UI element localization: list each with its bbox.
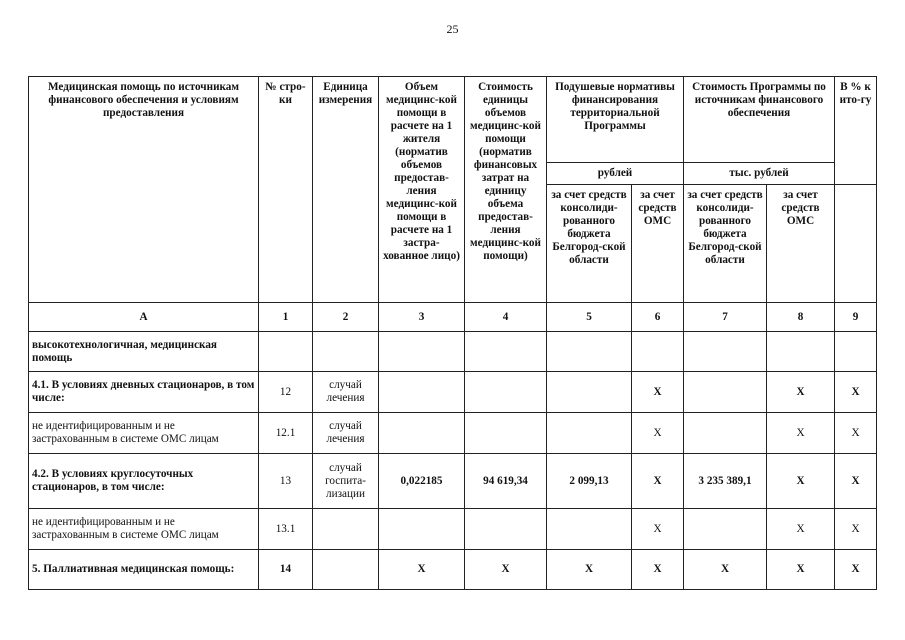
row-label: 4.2. В условиях круглосуточных стационаров, в том числе:	[29, 454, 259, 509]
table-row	[29, 550, 877, 590]
header-empty-percent	[835, 185, 877, 303]
row-number	[259, 332, 313, 372]
header-unit-thousand-rubles: тыс. рублей	[684, 163, 835, 185]
row-budget-cost: Х	[684, 550, 767, 590]
row-budget-cost	[684, 509, 767, 550]
row-oms-per-capita: Х	[632, 413, 684, 454]
index-cell: 3	[379, 303, 465, 332]
page-number: 25	[446, 22, 459, 36]
row-volume	[379, 413, 465, 454]
index-cell: 7	[684, 303, 767, 332]
table-row	[29, 332, 877, 372]
row-percent: Х	[835, 372, 877, 413]
header-col-row-number: № стро-ки	[259, 77, 313, 303]
row-oms-per-capita	[632, 332, 684, 372]
row-oms-cost: Х	[767, 413, 835, 454]
row-budget-per-capita: 2 099,13	[547, 454, 632, 509]
index-cell: 6	[632, 303, 684, 332]
table-row	[29, 372, 877, 413]
row-unit: случай госпита-лизации	[313, 454, 379, 509]
row-volume: Х	[379, 550, 465, 590]
index-cell: 5	[547, 303, 632, 332]
header-sub-budget-cost: за счет средств консолиди-рованного бюджета Белгород-ской области	[684, 185, 767, 303]
row-unit-cost	[465, 509, 547, 550]
row-budget-cost: 3 235 389,1	[684, 454, 767, 509]
row-oms-cost	[767, 332, 835, 372]
row-number: 12	[259, 372, 313, 413]
index-cell: 1	[259, 303, 313, 332]
row-volume: 0,022185	[379, 454, 465, 509]
row-percent	[835, 332, 877, 372]
row-number: 12.1	[259, 413, 313, 454]
row-volume	[379, 332, 465, 372]
row-label: 5. Паллиативная медицинская помощь:	[29, 550, 259, 590]
row-label: высокотехнологичная, медицинская помощь	[29, 332, 259, 372]
header-sub-oms-cost: за счет средств ОМС	[767, 185, 835, 303]
row-budget-per-capita: Х	[547, 550, 632, 590]
row-budget-per-capita	[547, 413, 632, 454]
row-oms-cost: Х	[767, 509, 835, 550]
row-oms-per-capita: Х	[632, 372, 684, 413]
header-sub-budget-per-capita: за счет средств консолиди-рованного бюджета Белгород-ской области	[547, 185, 632, 303]
table-row	[29, 509, 877, 550]
row-oms-per-capita: Х	[632, 550, 684, 590]
row-budget-cost	[684, 413, 767, 454]
index-cell: 9	[835, 303, 877, 332]
row-unit	[313, 550, 379, 590]
row-number: 14	[259, 550, 313, 590]
row-unit: случай лечения	[313, 413, 379, 454]
program-cost-table	[28, 76, 877, 590]
index-cell: 8	[767, 303, 835, 332]
row-volume	[379, 372, 465, 413]
row-volume	[379, 509, 465, 550]
table-row	[29, 454, 877, 509]
header-group-program-cost: Стоимость Программы по источникам финансового обеспечения	[684, 77, 835, 163]
index-row	[29, 303, 877, 332]
header-col-a: Медицинская помощь по источникам финансового обеспечения и условиям предоставления	[29, 77, 259, 303]
row-percent: Х	[835, 454, 877, 509]
row-number: 13	[259, 454, 313, 509]
row-unit-cost	[465, 413, 547, 454]
row-unit	[313, 509, 379, 550]
row-percent: Х	[835, 413, 877, 454]
row-budget-per-capita	[547, 332, 632, 372]
header-col-volume: Объем медицинс-кой помощи в расчете на 1 жителя (норматив объемов предостав-ления медицинс-кой помощи в расчете на 1 застра-хованное лицо)	[379, 77, 465, 303]
row-label: не идентифицированным и не застрахованным в системе ОМС лицам	[29, 413, 259, 454]
header-sub-oms-per-capita: за счет средств ОМС	[632, 185, 684, 303]
row-budget-per-capita	[547, 372, 632, 413]
row-unit-cost: 94 619,34	[465, 454, 547, 509]
row-label: не идентифицированным и не застрахованным в системе ОМС лицам	[29, 509, 259, 550]
row-oms-cost: Х	[767, 550, 835, 590]
index-cell: 4	[465, 303, 547, 332]
row-budget-per-capita	[547, 509, 632, 550]
row-number: 13.1	[259, 509, 313, 550]
row-budget-cost	[684, 372, 767, 413]
header-col-unit-cost: Стоимость единицы объемов медицинс-кой помощи (норматив финансовых затрат на единицу объема предостав-ления медицинс-кой помощи)	[465, 77, 547, 303]
row-unit-cost	[465, 332, 547, 372]
header-col-unit: Единица измерения	[313, 77, 379, 303]
row-oms-per-capita: Х	[632, 509, 684, 550]
index-cell: 2	[313, 303, 379, 332]
index-cell: А	[29, 303, 259, 332]
row-unit	[313, 332, 379, 372]
row-oms-cost: Х	[767, 454, 835, 509]
row-unit-cost: Х	[465, 550, 547, 590]
header-col-percent: В % к ито-гу	[835, 77, 877, 185]
row-budget-cost	[684, 332, 767, 372]
row-oms-per-capita: Х	[632, 454, 684, 509]
row-oms-cost: Х	[767, 372, 835, 413]
header-unit-rubles: рублей	[547, 163, 684, 185]
row-unit-cost	[465, 372, 547, 413]
table-row	[29, 413, 877, 454]
row-percent: Х	[835, 509, 877, 550]
row-unit: случай лечения	[313, 372, 379, 413]
row-percent: Х	[835, 550, 877, 590]
header-group-per-capita: Подушевые нормативы финансирования территориальной Программы	[547, 77, 684, 163]
row-label: 4.1. В условиях дневных стационаров, в том числе:	[29, 372, 259, 413]
